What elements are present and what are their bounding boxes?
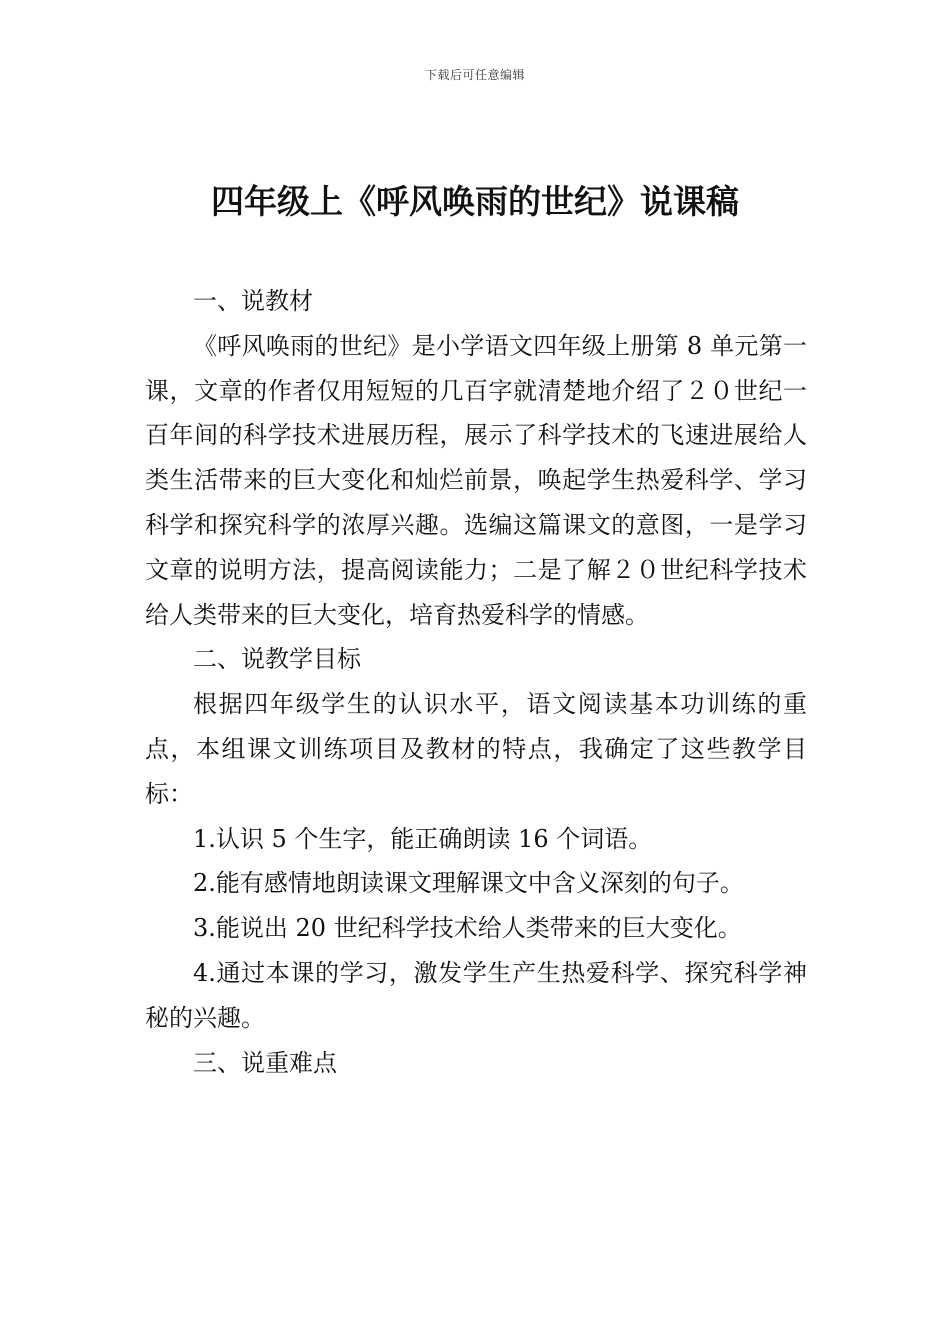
goal-item-4: 4.通过本课的学习，激发学生产生热爱科学、探究科学神秘的兴趣。 xyxy=(145,958,807,1032)
document-title: 四年级上《呼风唤雨的世纪》说课稿 xyxy=(211,182,739,221)
paragraph-textbook-description: 《呼风唤雨的世纪》是小学语文四年级上册第 8 单元第一课，文章的作者仅用短短的几百字就清楚地介绍了２０世纪一百年间的科学技术进展历程，展示了科学技术的飞速进展给人类生活带来的巨大变化和灿烂前景，唤起学生热爱科学、学习科学和探究科学的浓厚兴趣。选编这篇课文的意图，一是学习文章的说明方法，提高阅读能力；二是了解２０世纪科学技术给人类带来的巨大变化，培育热爱科学的情感。 xyxy=(145,331,807,629)
section-heading-textbook: 一、说教材 xyxy=(193,287,313,315)
section-heading-key-points: 三、说重难点 xyxy=(193,1048,337,1077)
header-note: 下载后可任意编辑 xyxy=(424,68,525,82)
section-heading-teaching-goals: 二、说教学目标 xyxy=(193,645,361,674)
goal-item-3: 3.能说出 20 世纪科学技术给人类带来的巨大变化。 xyxy=(193,914,742,943)
goal-item-1: 1.认识 5 个生字，能正确朗读 16 个词语。 xyxy=(193,824,653,853)
document-body xyxy=(145,279,807,1085)
paragraph-goals-intro: 根据四年级学生的认识水平，语文阅读基本功训练的重点，本组课文训练项目及教材的特点，我确定了这些教学目标： xyxy=(145,690,807,808)
goal-item-2: 2.能有感情地朗读课文理解课文中含义深刻的句子。 xyxy=(193,869,744,898)
